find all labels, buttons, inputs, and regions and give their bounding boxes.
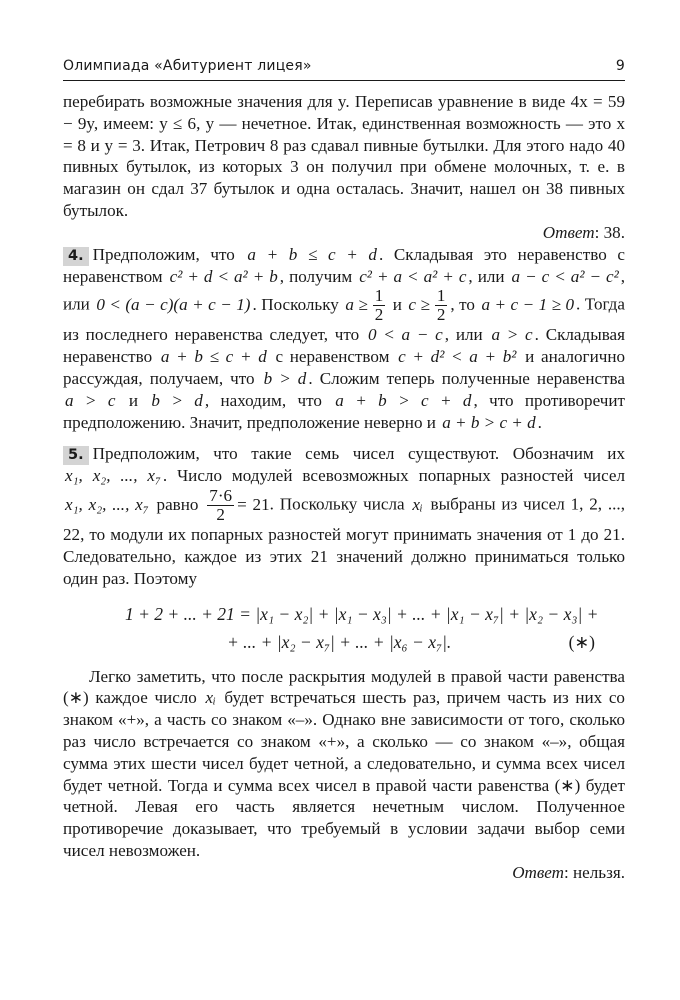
text-run: , или xyxy=(63,266,626,314)
display-equation xyxy=(63,600,625,656)
text-run: равно xyxy=(156,494,199,514)
text-run: Легко заметить, что после раскрытия модулей в правой части равенства xyxy=(89,666,625,686)
text-run: с неравенством xyxy=(275,347,390,367)
problem-number-badge: 5. xyxy=(63,446,89,465)
text-run: . Число модулей всевозможных попарных разностей чисел xyxy=(162,466,625,486)
math-expr: a + b > c + d xyxy=(335,390,472,410)
math-expr: 0 < a − c xyxy=(367,325,443,345)
text-run: , то xyxy=(450,294,475,314)
math-expr: 0 < (a − c)(a + c − 1) xyxy=(96,294,251,314)
page-body xyxy=(63,91,625,884)
fraction-numerator: 7·6 xyxy=(209,486,233,506)
text-run: , получим xyxy=(279,266,353,286)
equation-ref: (∗) xyxy=(63,688,89,708)
text-run: и xyxy=(128,390,138,410)
text-run: выбраны из чисел 1, 2, ..., 22, то модули их попарных разностей могут принимать значения от 1 до 21. Следовательно, каждое из этих 21 значений должно приниматься только один раз. Поэтому xyxy=(63,494,625,588)
text-run: . Тогда из последнего неравенства следует, что xyxy=(63,294,625,345)
math-expr: x₁, x₂, ..., x₇ xyxy=(65,494,149,514)
problem4-solution xyxy=(63,244,625,434)
text-run: . Сложим теперь полученные неравенства xyxy=(308,368,625,388)
text-run: Предположим, что xyxy=(92,244,235,264)
math-expr: a + b > c + d xyxy=(442,412,536,432)
math-expr: c ≥ xyxy=(408,294,430,314)
fraction-one-half xyxy=(373,287,386,324)
fraction-one-half xyxy=(435,287,448,324)
solution3-tail-paragraph: перебирать возможные значения для y. Переписав уравнение в виде 4x = 59 − 9y, имеем: y ≤ 6, y — нечетное. Итак, единственная возможность — это x = 8 и y = 3. Итак, Петрович 8 раз сдавал пивные бутылки. Для этого надо 40 пивных бутылок, из которых 3 он получил при обмене молочных, т. е. в магазин он сдал 37 бутылок и одна осталась. Значит, нашел он 38 пивных бутылок. xyxy=(63,92,625,220)
text-run: , или xyxy=(444,325,483,345)
text-run: и аналогично рассуждая, получаем, что xyxy=(63,347,626,388)
text-run: . Поскольку числа xyxy=(269,494,405,514)
math-expr: a + b ≤ c + d xyxy=(247,244,377,264)
text-run: будет встречаться шесть раз, причем часть из них со знаком «+», а часть со знаком «–». Однако вне зависимости от того, сколько раз число встречается со знаком «+», а сколько — со знаком «–», общая сумма этих шести чисел будет четной, а следовательно, и сумма всех чисел будет четной. Тогда и сумма всех чисел в правой части равенства xyxy=(63,688,625,795)
math-expr: a − c < a² − c² xyxy=(511,266,619,286)
answer-value: : 38. xyxy=(594,222,625,242)
fraction-numerator: 1 xyxy=(374,286,384,306)
text-run: будет четной. Левая его часть является нечетным числом. Полученное противоречие доказывает, что требуемый в условии задачи выбор семи чисел невозможен. xyxy=(63,775,625,860)
math-expr: c² + d < a² + b xyxy=(169,266,278,286)
problem5-solution xyxy=(63,443,625,589)
answer-value: : нельзя. xyxy=(564,862,625,882)
text-run: . Складывая неравенство xyxy=(63,325,626,367)
equation-line-2: + ... + |x₂ − x₇| + ... + |x₆ − x₇|. xyxy=(227,631,452,652)
fraction-seven-six-over-two xyxy=(207,487,234,524)
math-expr: a > c xyxy=(65,390,116,410)
text-run: каждое число xyxy=(95,688,197,708)
math-expr: xᵢ xyxy=(205,688,216,708)
math-expr: = 21 xyxy=(237,494,270,514)
book-page xyxy=(63,58,625,884)
answer-label: Ответ xyxy=(542,222,595,242)
equation-tag: (∗) xyxy=(568,631,595,652)
math-expr: x₁, x₂, ..., x₇ xyxy=(65,466,161,486)
equation-line-1: 1 + 2 + ... + 21 = |x₁ − x₂| + |x₁ − x₃| + ... + |x₁ − x₇| + |x₂ − x₃| + xyxy=(125,603,599,624)
math-expr: a + b ≤ c + d xyxy=(160,347,267,367)
page-number: 9 xyxy=(615,58,625,74)
answer-label: Ответ xyxy=(512,862,565,882)
math-expr: c² + a < a² + c xyxy=(359,266,467,286)
fraction-denominator: 2 xyxy=(436,305,446,325)
solution3-answer xyxy=(63,222,625,244)
text-run: . Складывая это неравенство с неравенством xyxy=(63,244,625,286)
text-run: . Поскольку xyxy=(252,294,339,314)
math-expr: xᵢ xyxy=(412,494,423,514)
problem5-answer xyxy=(63,862,625,884)
equation-ref: (∗) xyxy=(554,775,581,795)
text-run: и xyxy=(392,294,402,314)
text-run: , находим, что xyxy=(204,390,322,410)
running-header xyxy=(63,58,625,81)
math-expr: a ≥ xyxy=(345,294,368,314)
problem-number-badge: 4. xyxy=(63,247,89,266)
math-expr: a + c − 1 ≥ 0 xyxy=(481,294,575,314)
math-expr: c + d² < a + b² xyxy=(398,347,517,367)
fraction-denominator: 2 xyxy=(374,305,384,325)
fraction-denominator: 2 xyxy=(216,505,225,525)
text-run: Предположим, что такие семь чисел существуют. Обозначим их xyxy=(92,444,625,464)
fraction-numerator: 1 xyxy=(436,286,446,306)
text-run: , что противоречит предположению. Значит, предположение неверно и xyxy=(63,390,625,432)
header-title: Олимпиада «Абитуриент лицея» xyxy=(63,58,312,74)
math-expr: b > d xyxy=(263,368,307,388)
text-run: , или xyxy=(468,266,505,286)
math-expr: b > d xyxy=(151,390,203,410)
math-expr: a > c xyxy=(491,325,533,345)
problem5-paragraph-2 xyxy=(63,666,625,862)
text-run: . xyxy=(537,412,542,432)
